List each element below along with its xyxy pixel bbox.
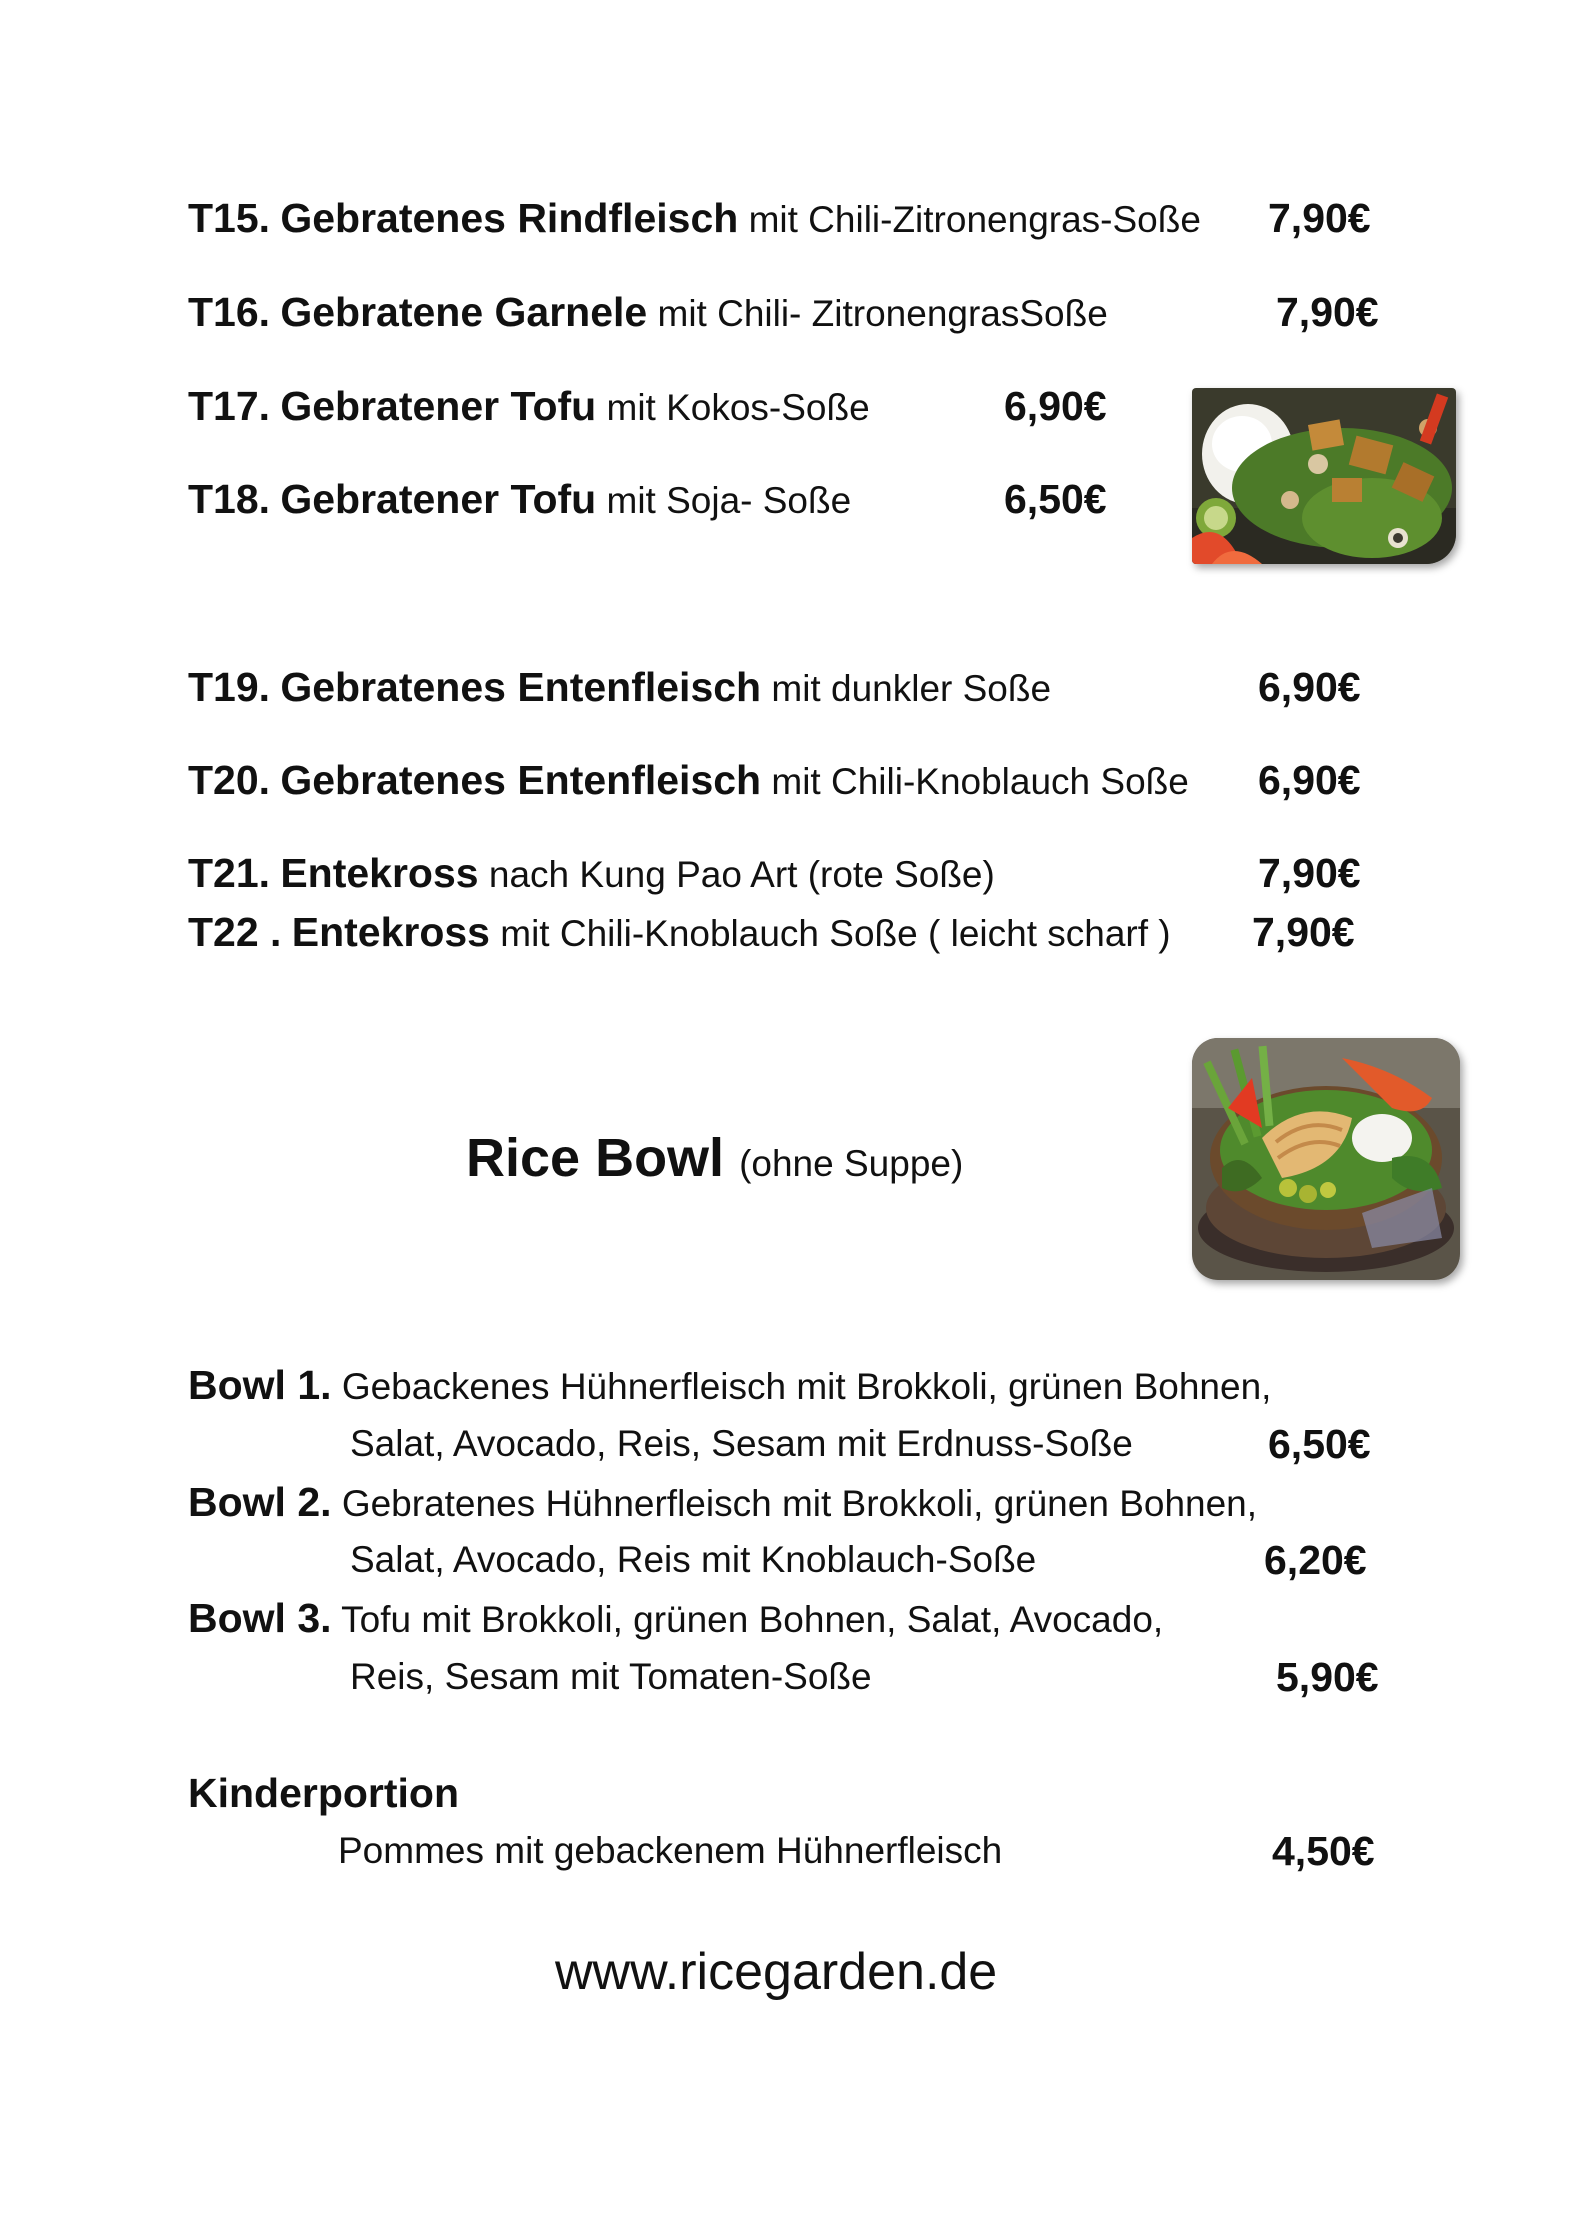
item-name: Gebratener Tofu (280, 383, 597, 429)
bowl-desc-line2: Salat, Avocado, Reis, Sesam mit Erdnuss-Soße (350, 1423, 1133, 1464)
item-code: T16. (188, 289, 271, 335)
item-code: T17. (188, 383, 271, 429)
menu-item-t19 (188, 665, 1051, 711)
rice-bowl-photo (1192, 1038, 1460, 1280)
item-price: 6,90€ (1258, 757, 1361, 803)
menu-item-t17 (188, 384, 870, 430)
bowl-code: Bowl 3. (188, 1595, 332, 1641)
item-code: T20. (188, 757, 271, 803)
item-desc: mit Chili-Knoblauch Soße ( leicht scharf ) (500, 913, 1171, 954)
bowl-price: 5,90€ (1276, 1654, 1379, 1700)
section-title: Rice Bowl (466, 1128, 725, 1188)
menu-item-t15 (188, 196, 1201, 242)
item-code: T15. (188, 195, 271, 241)
bowl-code: Bowl 2. (188, 1479, 332, 1525)
item-code: T22 . (188, 909, 282, 955)
item-code: T18. (188, 476, 271, 522)
item-name: Entekross (291, 909, 490, 955)
website-url: www.ricegarden.de (555, 1943, 998, 2001)
bowl-desc-line1: Tofu mit Brokkoli, grünen Bohnen, Salat, Avocado, (341, 1599, 1164, 1640)
menu-item-t18 (188, 477, 851, 523)
item-code: T19. (188, 664, 271, 710)
tofu-dish-photo (1192, 388, 1456, 564)
item-desc: mit Soja- Soße (606, 480, 852, 521)
bowl-item-3 (188, 1596, 1163, 1642)
item-price: 7,90€ (1268, 195, 1371, 241)
item-name: Entekross (280, 850, 479, 896)
kids-heading: Kinderportion (188, 1770, 460, 1816)
item-price: 6,90€ (1004, 383, 1107, 429)
item-desc: mit dunkler Soße (771, 668, 1052, 709)
bowl-item-1 (188, 1363, 1271, 1409)
section-subtitle: (ohne Suppe) (739, 1143, 964, 1184)
item-price: 6,90€ (1258, 664, 1361, 710)
item-price: 7,90€ (1258, 850, 1361, 896)
item-name: Gebratenes Entenfleisch (280, 664, 762, 710)
menu-item-t22 (188, 910, 1171, 956)
item-desc: mit Chili-Zitronengras-Soße (748, 199, 1201, 240)
section-title-rice-bowl (466, 1128, 963, 1194)
item-desc: nach Kung Pao Art (rote Soße) (488, 854, 995, 895)
menu-item-t21 (188, 851, 995, 897)
bowl-desc-line2: Reis, Sesam mit Tomaten-Soße (350, 1656, 872, 1697)
item-desc: mit Kokos-Soße (606, 387, 870, 428)
item-desc: mit Chili- ZitronengrasSoße (657, 293, 1108, 334)
item-price: 6,50€ (1004, 476, 1107, 522)
bowl-price: 6,20€ (1264, 1537, 1367, 1583)
item-name: Gebratenes Entenfleisch (280, 757, 762, 803)
item-desc: mit Chili-Knoblauch Soße (771, 761, 1189, 802)
item-name: Gebratener Tofu (280, 476, 597, 522)
tofu-dish-image (1192, 388, 1456, 564)
bowl-item-2 (188, 1480, 1257, 1526)
item-price: 7,90€ (1276, 289, 1379, 335)
bowl-desc-line1: Gebackenes Hühnerfleisch mit Brokkoli, grünen Bohnen, (341, 1366, 1272, 1407)
bowl-desc-line1: Gebratenes Hühnerfleisch mit Brokkoli, grünen Bohnen, (341, 1483, 1258, 1524)
bowl-desc-line2: Salat, Avocado, Reis mit Knoblauch-Soße (350, 1539, 1037, 1580)
rice-bowl-image (1192, 1038, 1460, 1280)
menu-item-t20 (188, 758, 1189, 804)
kids-price: 4,50€ (1272, 1828, 1375, 1874)
menu-item-t16 (188, 290, 1108, 336)
bowl-price: 6,50€ (1268, 1421, 1371, 1467)
bowl-code: Bowl 1. (188, 1362, 332, 1408)
item-name: Gebratenes Rindfleisch (280, 195, 739, 241)
item-code: T21. (188, 850, 271, 896)
kids-desc: Pommes mit gebackenem Hühnerfleisch (338, 1830, 1003, 1871)
item-price: 7,90€ (1252, 909, 1355, 955)
item-name: Gebratene Garnele (280, 289, 648, 335)
